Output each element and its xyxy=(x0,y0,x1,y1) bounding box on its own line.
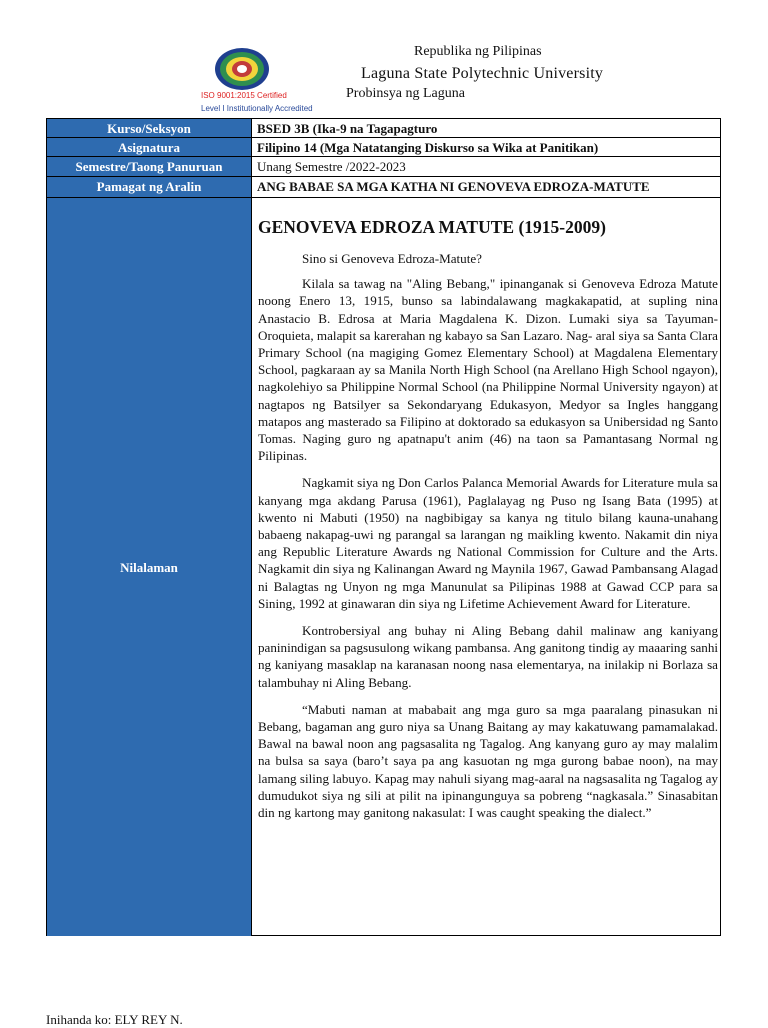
row-value: Unang Semestre /2022-2023 xyxy=(257,159,406,174)
content-label: Nilalaman xyxy=(47,198,252,936)
university-seal-logo xyxy=(213,46,271,92)
republic-heading: Republika ng Pilipinas xyxy=(414,44,542,59)
table-row xyxy=(47,138,720,157)
row-value: ANG BABAE SA MGA KATHA NI GENOVEVA EDROZA-MATUTE xyxy=(257,179,650,194)
university-name: Laguna State Polytechnic University xyxy=(361,65,604,82)
content-body xyxy=(258,216,718,821)
lesson-info-table xyxy=(46,118,721,936)
prepared-by-text: Inihanda ko: ELY REY N. xyxy=(46,1012,183,1027)
row-label: Kurso/Seksyon xyxy=(47,119,252,137)
content-paragraph: Kontrobersiyal ang buhay ni Aling Bebang dahil malinaw ang kaniyang paninindigan sa pagsusulong wikang pambansa. Ang ganitong tindig ay maaaring sanhi ng kaniyang masaklap na karanasan noong nasa elementarya, na inilakip ni Borlaza sa talambuhay ni Aling Bebang. xyxy=(258,623,718,690)
province-name: Probinsya ng Laguna xyxy=(346,86,465,101)
table-row xyxy=(47,157,720,177)
row-label: Asignatura xyxy=(47,138,252,156)
row-label: Pamagat ng Aralin xyxy=(47,177,252,197)
accreditation-text: Level I Institutionally Accredited xyxy=(201,104,313,113)
iso-certification-text: ISO 9001:2015 Certified xyxy=(201,91,287,100)
row-value: Filipino 14 (Mga Natatanging Diskurso sa Wika at Panitikan) xyxy=(257,140,599,155)
table-row xyxy=(47,177,720,198)
content-paragraph: Nagkamit siya ng Don Carlos Palanca Memorial Awards for Literature mula sa kanyang mga akdang Parusa (1961), Paglalayag ng Puso ng Isang Bata (1995) at kwento ni Mabuti (1950) na nagbibigay sa kanya ng titulo bilang kauna-unahang babaeng nakapag-uwi ng parangal sa larangan ng maikling kwento. Nakamit din niya ang Republic Literature Awards ng National Commission for Culture and the Arts. Nagkamit din siya ng Kalinangan Award ng Maynila 1967, Gawad Pambansang Alagad ni Balagtas ng Unyon ng mga Manunulat sa Pilipinas 1988 at Gawad CCP para sa Sining, 1992 at ginawaran din siya ng Lifetime Achievement Award for Literature. xyxy=(258,475,718,611)
content-paragraph: “Mabuti naman at mababait ang mga guro sa mga paaralang pinasukan ni Bebang, bagaman ang guro niya sa Unang Baitang ay may kakatuwang pamamalakad. Bawal na bawal noon ang pagsasalita ng Tagalog. Ang kanyang guro ay may malalim na bulsa sa saya (baro’t saya pa ang kasuotan ng mga gurong babae noon), na may lamang siling labuyo. Kapag may nahuli siyang mag-aaral na nagsasalita ng Tagalog ay dumudukot siya ng sili at pilit na ipinangunguya sa pobreng “nagkasala.” Sinasabitan din ng kartong may ganitong nakasulat: I was caught speaking the dialect.” xyxy=(258,701,718,821)
content-paragraph: Kilala sa tawag na "Aling Bebang," ipinanganak si Genoveva Edroza Matute noong Enero 13, 1915, bunso sa labindalawang magkakapatid, at supling nina Anastacio B. Edrosa at Maria Magdalena K. Dizon. Lumaki siya sa Tayuman-Oroquieta, malapit sa karerahan ng kabayo sa San Lazaro. Nag- aral siya sa Santa Clara Primary School (na magiging Gomez Elementary School) at Magdalena Elementary School, pagkaraan ay sa Manila North High School (na Arellano High School ngayon), nagkolehiyo sa Philippine Normal School (na Philippine Normal University ngayon) at nagtapos ng Batsilyer sa Sekondaryang Edukasyon, Medyor sa Ingles hanggang matapos ang masterado sa Filipino at doktorado sa edukasyon sa Unibersidad ng Santo Tomas. Naging guro ng apatnapu't anim (46) na taon sa Pamantasang Normal ng Pilipinas. xyxy=(258,276,718,464)
table-row xyxy=(47,119,720,138)
content-heading: GENOVEVA EDROZA MATUTE (1915-2009) xyxy=(258,217,606,237)
row-value: BSED 3B (Ika-9 na Tagapagturo xyxy=(257,121,438,136)
row-label: Semestre/Taong Panuruan xyxy=(47,157,252,176)
content-question: Sino si Genoveva Edroza-Matute? xyxy=(302,251,482,266)
